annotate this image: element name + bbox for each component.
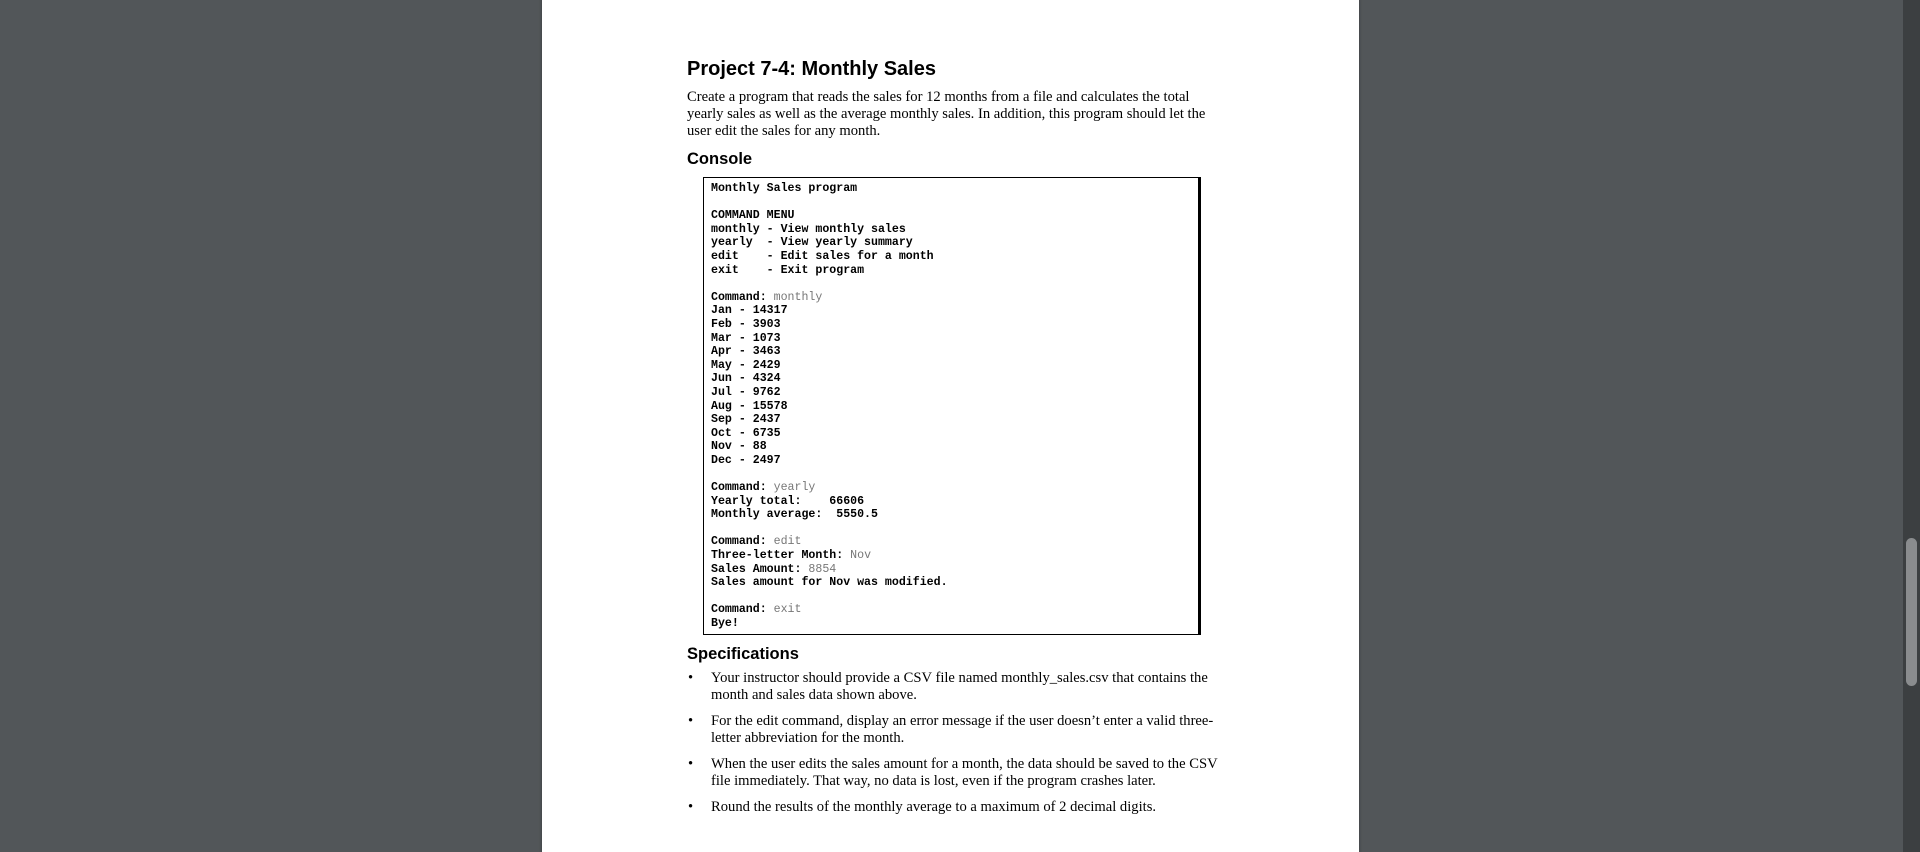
project-title: Project 7-4: Monthly Sales (687, 58, 936, 80)
console-line-text: Command: (711, 603, 774, 617)
scrollbar-thumb[interactable] (1906, 538, 1917, 686)
console-line (711, 304, 1198, 318)
console-line (711, 508, 1198, 522)
console-line (711, 196, 1198, 210)
console-line (711, 345, 1198, 359)
page-content (687, 57, 1217, 825)
console-line-text: Oct - 6735 (711, 426, 781, 440)
console-line (711, 617, 1198, 631)
console-line-text: Jun - 4324 (711, 372, 781, 386)
console-line-text: Three-letter Month: (711, 549, 851, 563)
spec-item (687, 756, 1223, 790)
console-output (703, 177, 1199, 635)
console-line (711, 236, 1198, 250)
console-line (711, 427, 1198, 441)
console-line-text: Sales amount for Nov was modified. (711, 576, 948, 590)
console-line (711, 467, 1198, 481)
console-line (711, 223, 1198, 237)
spec-item (687, 799, 1223, 816)
console-line-text: Mar - 1073 (711, 331, 781, 345)
bullet-icon: • (688, 670, 694, 686)
console-line (711, 440, 1198, 454)
spec-item-text: Round the results of the monthly average to a maximum of 2 decimal digits. (711, 799, 1157, 815)
console-line (711, 563, 1198, 577)
console-line-text: Bye! (711, 617, 739, 630)
console-line (711, 277, 1198, 291)
console-line-text: yearly - View yearly summary (711, 236, 913, 250)
specifications-list (687, 670, 1217, 816)
console-line-text: Jul - 9762 (711, 385, 781, 399)
console-line-text: Apr - 3463 (711, 345, 781, 359)
console-line-text: Command: (711, 290, 774, 304)
console-line-text: Monthly average: 5550.5 (711, 508, 878, 522)
console-line-text: Dec - 2497 (711, 453, 781, 467)
console-line-text: monthly - View monthly sales (711, 222, 906, 236)
console-user-input: edit (773, 535, 802, 549)
console-line-text: May - 2429 (711, 358, 781, 372)
spec-item-text: For the edit command, display an error message if the user doesn’t enter a valid three-letter abbreviation for the month. (711, 713, 1214, 746)
console-line (711, 603, 1198, 617)
console-user-input: monthly (773, 290, 823, 304)
console-line (711, 250, 1198, 264)
specifications-heading: Specifications (687, 645, 799, 663)
console-heading: Console (687, 150, 753, 168)
console-line (711, 400, 1198, 414)
console-line-text: COMMAND MENU (711, 209, 795, 223)
console-line-text: Sep - 2437 (711, 413, 781, 427)
console-line-text: Yearly total: 66606 (711, 494, 865, 508)
console-line (711, 386, 1198, 400)
console-line (711, 291, 1198, 305)
console-user-input: yearly (773, 481, 816, 495)
console-line-text: exit - Exit program (711, 263, 865, 277)
console-line-text: Sales Amount: (711, 562, 809, 576)
console-user-input: Nov (850, 549, 872, 563)
console-line (711, 413, 1198, 427)
pdf-page (542, 0, 1359, 852)
console-line (711, 209, 1198, 223)
console-user-input: 8854 (808, 562, 837, 576)
console-line (711, 576, 1198, 590)
console-line (711, 522, 1198, 536)
console-line-text: Monthly Sales program (711, 182, 858, 195)
console-line (711, 372, 1198, 386)
console-line-text: Nov - 88 (711, 440, 767, 454)
bullet-icon: • (688, 756, 694, 772)
console-line-text: Command: (711, 535, 774, 549)
console-line-text: Jan - 14317 (711, 304, 788, 318)
console-line (711, 332, 1198, 346)
console-line (711, 549, 1198, 563)
console-line (711, 264, 1198, 278)
spec-item-text: When the user edits the sales amount for a month, the data should be saved to the CSV file immediately. That way, no data is lost, even if the program crashes later. (711, 756, 1218, 789)
console-line (711, 535, 1198, 549)
console-line-text: Aug - 15578 (711, 399, 788, 413)
spec-item (687, 713, 1223, 747)
console-line (711, 359, 1198, 373)
console-line (711, 481, 1198, 495)
vertical-scrollbar[interactable] (1903, 0, 1920, 852)
console-line (711, 182, 1198, 196)
console-line-text: edit - Edit sales for a month (711, 249, 934, 263)
intro-paragraph: Create a program that reads the sales for 12 months from a file and calculates the total yearly sales as well as the average monthly sales. In addition, this program should let the user edit the sales for any month. (687, 89, 1206, 139)
console-line-text: Command: (711, 481, 774, 495)
console-line-text: Feb - 3903 (711, 317, 781, 331)
console-line (711, 318, 1198, 332)
spec-item (687, 670, 1223, 704)
console-line (711, 495, 1198, 509)
console-user-input: exit (773, 603, 802, 617)
console-line (711, 454, 1198, 468)
spec-item-text: Your instructor should provide a CSV file named monthly_sales.csv that contains the month and sales data shown above. (711, 670, 1208, 703)
bullet-icon: • (688, 713, 694, 729)
bullet-icon: • (688, 799, 694, 815)
console-line (711, 590, 1198, 604)
